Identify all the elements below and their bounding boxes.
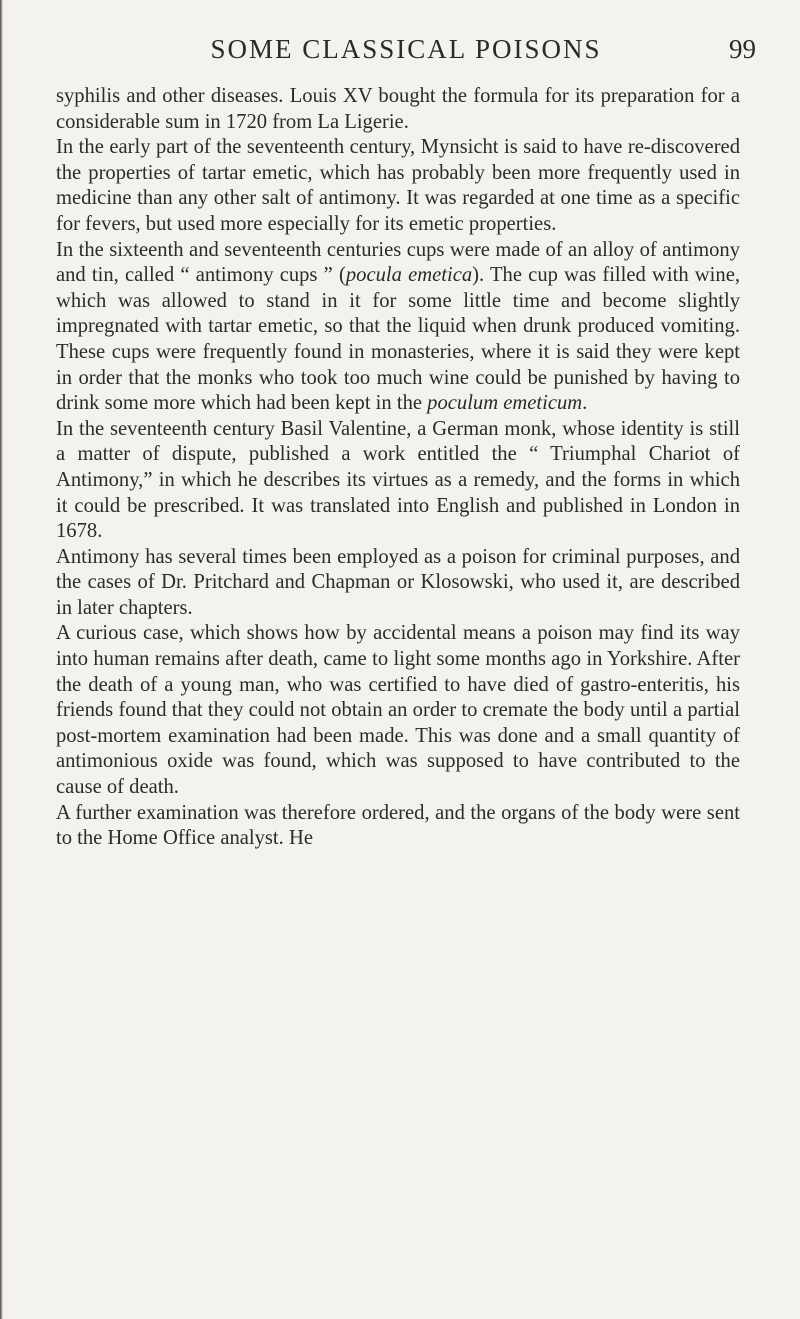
paragraph bbox=[56, 801, 740, 852]
text-run: Antimony has several times been employed as a poison for criminal purposes, and the cases of Dr. Pritchard and Chapman or Klosowski, who used it, are described in later chapters. bbox=[56, 545, 740, 619]
paragraph bbox=[56, 84, 740, 135]
body-text bbox=[56, 84, 740, 852]
paragraph bbox=[56, 238, 740, 417]
running-title: SOME CLASSICAL POISONS bbox=[210, 34, 602, 64]
text-run: syphilis and other diseases. Louis XV bought the formula for its preparation for a considerable sum in 1720 from La Ligerie. bbox=[56, 85, 740, 133]
paragraph bbox=[56, 621, 740, 800]
text-run: In the early part of the seventeenth century, Mynsicht is said to have re-discovered the properties of tartar emetic, which has probably been more frequently used in medicine than any other salt of antimony. It was regarded at one time as a specific for fevers, but used more especially for its emetic properties. bbox=[56, 136, 740, 235]
italic-phrase: pocula emetica bbox=[345, 264, 473, 287]
paragraph bbox=[56, 545, 740, 622]
text-run: In the sixteenth and seventeenth centuries cups were made of an alloy of antimony and tin, called “ antimony cups ” ( bbox=[56, 238, 740, 287]
page-header bbox=[56, 34, 756, 74]
page-edge bbox=[0, 0, 3, 1319]
text-run: In the seventeenth century Basil Valentine, a German monk, whose identity is still a matter of dispute, published a work entitled the “ Triumphal Chariot of Antimony,” in which he describes its virtues as a remedy, and the forms in which it could be prescribed. It was translated into English and published in London in 1678. bbox=[56, 417, 740, 543]
text-run: ). The cup was filled with wine, which was allowed to stand in it for some little time and become slightly impregnated with tartar emetic, so that the liquid when drunk produced vomiting. These cups were frequently found in monasteries, where it is said they were kept in order that the monks who took too much wine could be punished by having to drink some more which had been kept in the bbox=[56, 264, 740, 415]
page-number: 99 bbox=[729, 34, 756, 64]
paragraph bbox=[56, 135, 740, 237]
text-run: . bbox=[582, 392, 588, 415]
text-run: A curious case, which shows how by accidental means a poison may find its way into human remains after death, came to light some months ago in Yorkshire. After the death of a young man, who was certified to have died of gastro-enteritis, his friends found that they could not obtain an order to cremate the body until a partial post-mortem examination had been made. This was done and a small quantity of antimonious oxide was found, which was supposed to have contributed to the cause of death. bbox=[56, 622, 740, 799]
italic-phrase: poculum emeticum bbox=[427, 392, 583, 415]
text-run: A further examination was therefore ordered, and the organs of the body were sent to the Home Office analyst. He bbox=[56, 801, 740, 850]
paragraph bbox=[56, 417, 740, 545]
